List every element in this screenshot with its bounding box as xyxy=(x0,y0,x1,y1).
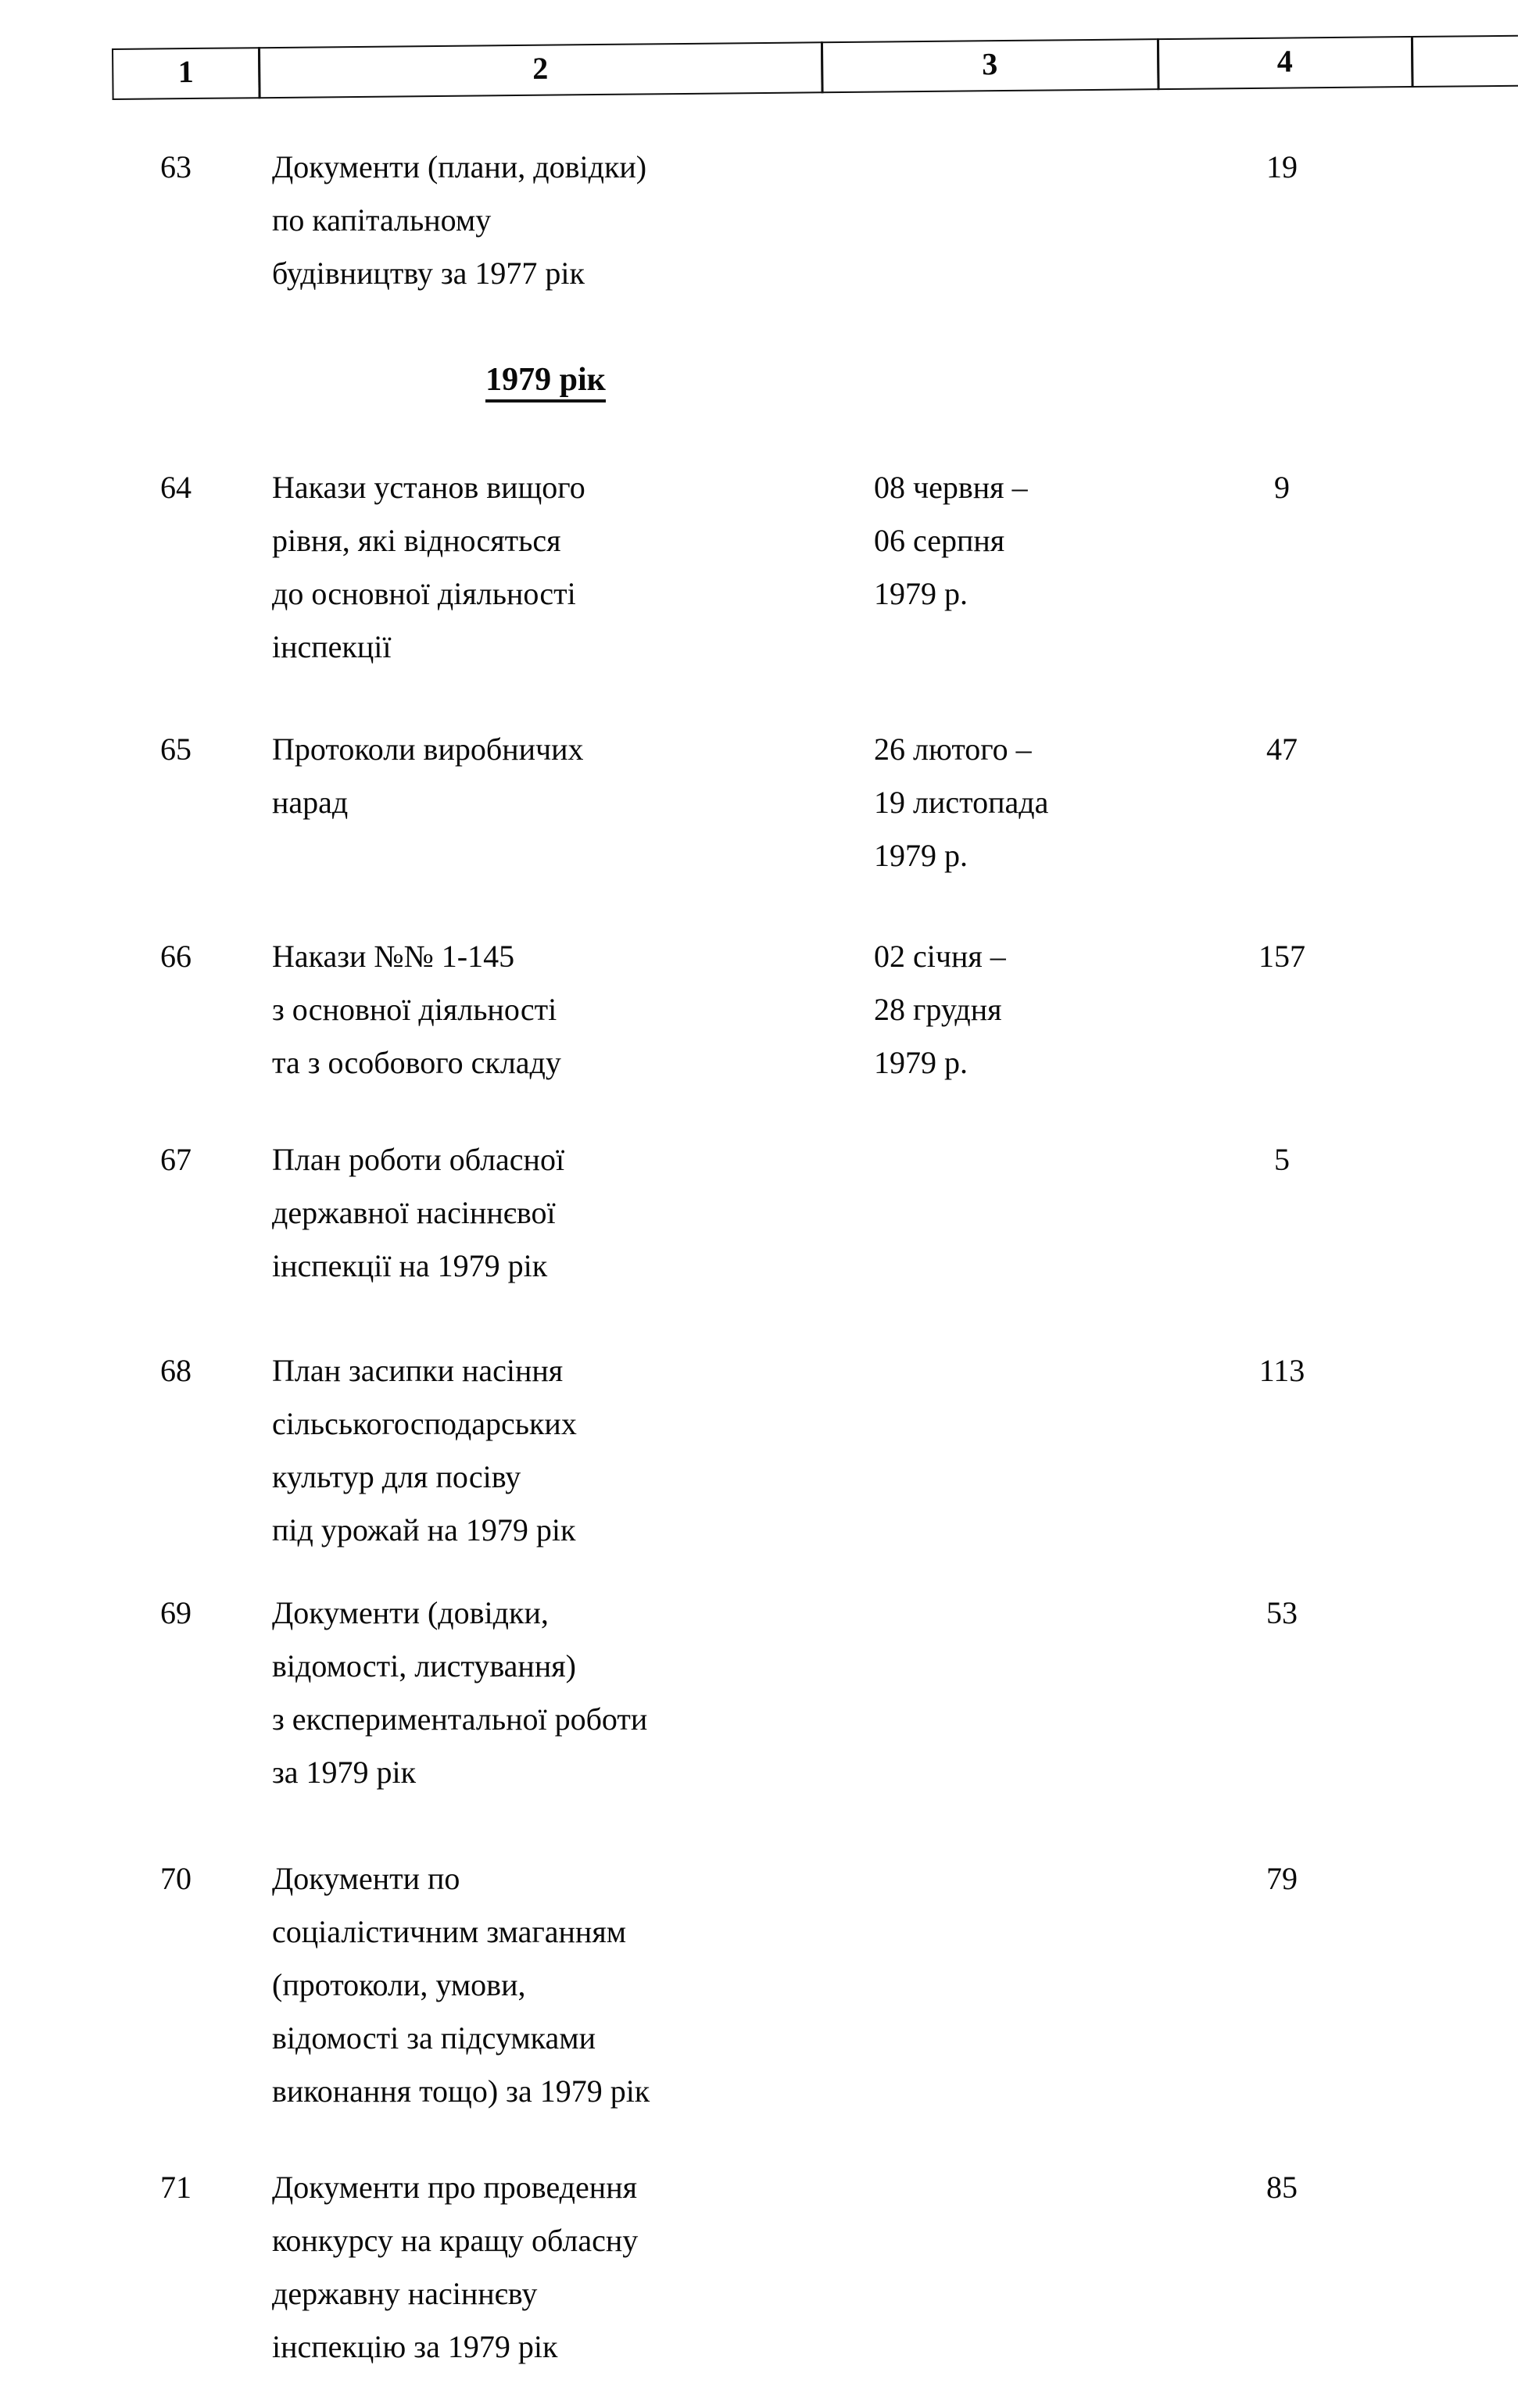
date-line: 26 лютого – xyxy=(874,732,1032,767)
row-index: 63 xyxy=(160,149,192,184)
description-line: до основної діяльності xyxy=(272,576,576,611)
description-line: культур для посіву xyxy=(272,1459,521,1494)
description-line: виконання тощо) за 1979 рік xyxy=(272,2073,650,2109)
date-line: 1979 р. xyxy=(874,838,968,873)
table-header-cell-3 xyxy=(821,38,1158,93)
description-line: інспекції на 1979 рік xyxy=(272,1248,548,1283)
row-dates xyxy=(874,723,1155,882)
description-line: Документи (плани, довідки) xyxy=(272,149,647,184)
row-page-count: 19 xyxy=(1266,149,1298,184)
description-line: Документи (довідки, xyxy=(272,1595,549,1630)
row-dates xyxy=(874,461,1155,621)
description-line: будівництву за 1977 рік xyxy=(272,256,585,291)
column-number-2: 2 xyxy=(532,50,549,86)
description-line: та з особового складу xyxy=(272,1045,561,1080)
description-line: під урожай на 1979 рік xyxy=(272,1512,576,1547)
row-index: 71 xyxy=(160,2170,192,2205)
row-description xyxy=(272,141,819,300)
description-line: План роботи обласної xyxy=(272,1142,565,1177)
row-description xyxy=(272,1344,819,1557)
row-dates xyxy=(874,930,1155,1090)
row-page-count: 79 xyxy=(1266,1861,1298,1896)
row-description xyxy=(272,461,819,674)
description-line: Документи про проведення xyxy=(272,2170,637,2205)
description-line: по капітальному xyxy=(272,202,492,238)
description-line: (протоколи, умови, xyxy=(272,1967,526,2002)
column-number-4: 4 xyxy=(1276,43,1293,79)
date-line: 1979 р. xyxy=(874,576,968,611)
row-description xyxy=(272,723,819,829)
description-line: Протоколи виробничих xyxy=(272,732,584,767)
row-description xyxy=(272,1587,819,1799)
description-line: державну насіннєву xyxy=(272,2276,538,2311)
date-line: 02 січня – xyxy=(874,939,1006,974)
table-header-cell-5 xyxy=(1411,35,1518,88)
description-line: з основної діяльності xyxy=(272,992,557,1027)
column-number-3: 3 xyxy=(982,46,998,82)
row-index: 67 xyxy=(160,1142,192,1177)
description-line: сільськогосподарських xyxy=(272,1406,577,1441)
description-line: Накази №№ 1-145 xyxy=(272,939,515,974)
row-page-count: 53 xyxy=(1266,1595,1298,1630)
column-number-1: 1 xyxy=(177,53,195,90)
date-line: 08 червня – xyxy=(874,470,1028,505)
description-line: соціалістичним змаганням xyxy=(272,1914,627,1949)
description-line: державної насіннєвої xyxy=(272,1195,556,1230)
table-header-cell-4 xyxy=(1157,36,1412,90)
row-index: 68 xyxy=(160,1353,192,1388)
date-line: 1979 р. xyxy=(874,1045,968,1080)
row-index: 66 xyxy=(160,939,192,974)
row-page-count: 85 xyxy=(1266,2170,1298,2205)
row-index: 65 xyxy=(160,732,192,767)
section-heading-label: 1979 рік xyxy=(485,362,606,403)
row-index: 70 xyxy=(160,1861,192,1896)
section-heading xyxy=(272,353,819,406)
table-header-row xyxy=(112,35,1518,100)
description-line: інспекцію за 1979 рік xyxy=(272,2329,558,2364)
table-header-cell-2 xyxy=(258,41,822,98)
description-line: відомості, листування) xyxy=(272,1648,576,1683)
date-line: 06 серпня xyxy=(874,523,1005,558)
description-line: рівня, які відносяться xyxy=(272,523,561,558)
row-page-count: 9 xyxy=(1274,470,1290,505)
row-index: 69 xyxy=(160,1595,192,1630)
description-line: за 1979 рік xyxy=(272,1755,417,1790)
description-line: інспекції xyxy=(272,629,392,664)
description-line: відомості за підсумками xyxy=(272,2020,596,2056)
description-line: конкурсу на кращу обласну xyxy=(272,2223,639,2258)
row-page-count: 47 xyxy=(1266,732,1298,767)
row-description xyxy=(272,1852,819,2118)
row-page-count: 5 xyxy=(1274,1142,1290,1177)
description-line: з експериментальної роботи xyxy=(272,1701,648,1737)
description-line: нарад xyxy=(272,785,349,820)
row-description xyxy=(272,2161,819,2374)
table-header-cell-1 xyxy=(112,47,259,100)
date-line: 19 листопада xyxy=(874,785,1049,820)
date-line: 28 грудня xyxy=(874,992,1002,1027)
row-page-count: 157 xyxy=(1258,939,1305,974)
description-line: Накази установ вищого xyxy=(272,470,585,505)
description-line: Документи по xyxy=(272,1861,460,1896)
row-description xyxy=(272,1133,819,1293)
row-index: 64 xyxy=(160,470,192,505)
description-line: План засипки насіння xyxy=(272,1353,564,1388)
row-description xyxy=(272,930,819,1090)
row-page-count: 113 xyxy=(1258,1353,1305,1388)
